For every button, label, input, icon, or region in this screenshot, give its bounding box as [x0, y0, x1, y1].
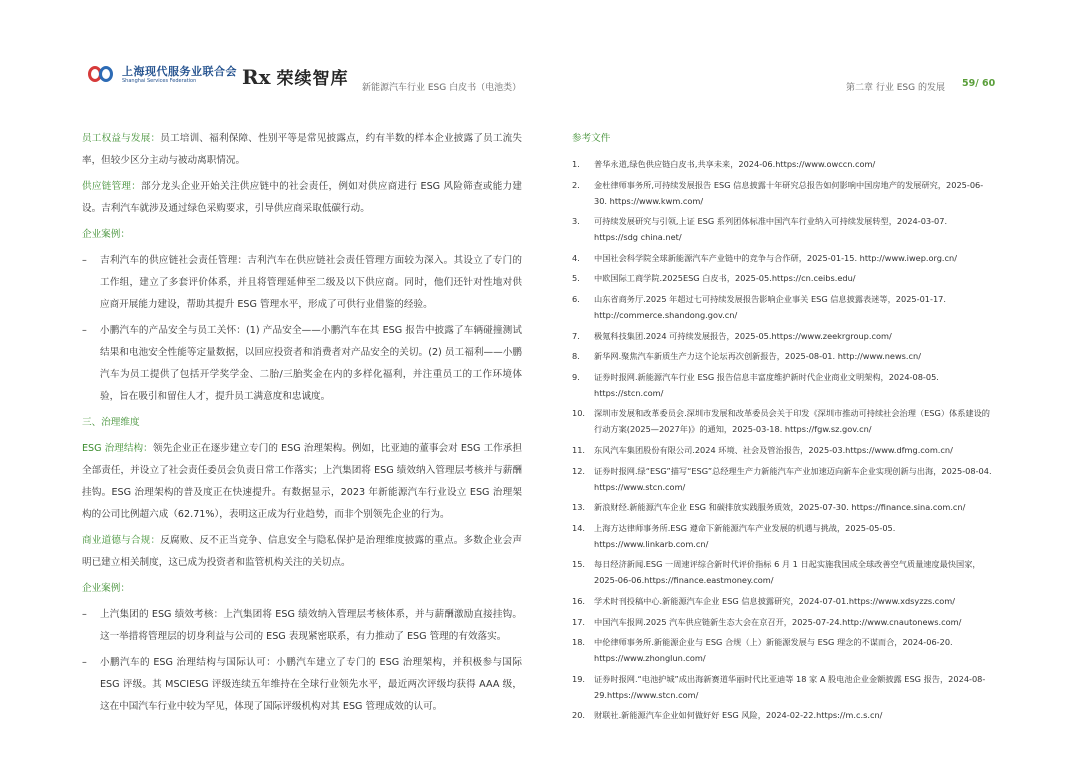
reference-item [572, 499, 992, 515]
reference-number: 2. [572, 179, 580, 190]
case-item-text: 上汽集团的 ESG 绩效考核：上汽集团将 ESG 绩效纳入管理层考核体系，并与薪酬激励直接挂钩。这一举措将管理层的切身利益与公司的 ESG 表现紧密联系，有力推动了 ESG 管理的有效落实。 [100, 609, 522, 642]
reference-text: 中伦律师事务所.新能源企业与 ESG 合规（上）新能源发展与 ESG 理念的不谋而合，2024-06-20. https://www.zhonglun.com/ [594, 637, 953, 664]
reference-text: 可持续发展研究与引领,上证 ESG 系列团体标准中国汽车行业纳入可持续发展转型，2024-03-07. https://sdg china.net/ [594, 216, 948, 243]
references-column [572, 128, 992, 728]
reference-item [572, 348, 992, 364]
reference-item [572, 250, 992, 266]
reference-text: 学术时刊投稿中心.新能源汽车企业 ESG 信息披露研究，2024-07-01.https://www.xdsyzzs.com/ [594, 595, 955, 606]
reference-item [572, 156, 992, 172]
reference-text: 中国社会科学院全球新能源汽车产业链中的竞争与合作研，2025-01-15. http://www.iwep.org.cn/ [594, 252, 957, 263]
reference-number: 16. [572, 595, 586, 606]
governance-label: ESG 治理结构： [82, 443, 153, 454]
case-item-text: 小鹏汽车的 ESG 治理结构与国际认可：小鹏汽车建立了专门的 ESG 治理架构，并积极参与国际 ESG 评级。其 MSCIESG 评级连续五年维持在全球行业领先水平，最近两次评级均获得 AAA 级，这在中国汽车行业中较为罕见，体现了国际评级机构对其 ESG 管理成效的认可。 [100, 657, 522, 712]
reference-number: 10. [572, 408, 586, 419]
ssf-name-en: Shanghai Services Federation [122, 77, 197, 84]
reference-item [572, 213, 992, 245]
reference-number: 20. [572, 710, 586, 721]
reference-number: 18. [572, 637, 586, 648]
employee-text: 员工培训、福利保障、性别平等是常见披露点，约有半数的样本企业披露了员工流失率，但较少区分主动与被动离职情况。 [82, 133, 523, 166]
reference-text: 金杜律师事务所,可持续发展报告 ESG 信息披露十年研究总报告如何影响中国房地产的发展研究，2025-06-30. https://www.kwm.com/ [594, 179, 984, 206]
reference-item [572, 177, 992, 209]
reference-text: 财联社.新能源汽车企业如何做好好 ESG 风险，2024-02-22.https://m.c.s.cn/ [594, 710, 883, 721]
page-number: 59/ 60 [962, 78, 996, 89]
reference-text: 深圳市发展和改革委员会.深圳市发展和改革委员会关于印发《深圳市推动可持续社会治理（ESG）体系建设的行动方案(2025—2027年)》的通知，2025-03-18. https://fgw.sz.gov.cn/ [594, 408, 990, 435]
ssf-logo [88, 64, 237, 86]
reference-text: 中欧国际工商学院.2025ESG 白皮书，2025-05.https://cn.ceibs.edu/ [594, 273, 856, 284]
reference-item [572, 463, 992, 495]
reference-number: 13. [572, 502, 586, 513]
reference-number: 15. [572, 559, 586, 570]
reference-item [572, 369, 992, 401]
ethics-label: 商业道德与合规： [82, 535, 161, 546]
reference-item [572, 291, 992, 323]
reference-text: 证券时报网.新能源汽车行业 ESG 报告信息丰富度维护新时代企业商业文明架构，2024-08-05. https://stcn.com/ [594, 371, 939, 398]
reference-number: 9. [572, 371, 580, 382]
reference-text: 普华永道,绿色供应链白皮书,共享未来，2024-06.https://www.owccn.com/ [594, 159, 876, 169]
reference-text: 新浪财经.新能源汽车企业 ESG 和碳排放实践服务质效，2025-07-30. https://finance.sina.com.cn/ [594, 502, 966, 513]
reference-number: 8. [572, 351, 580, 362]
reference-item [572, 614, 992, 630]
case-heading-2: 企业案例： [82, 583, 130, 594]
reference-item [572, 634, 992, 666]
reference-number: 5. [572, 273, 580, 284]
reference-text: 每日经济新闻.ESG 一周速评综合新时代评价指标 6 月 1 日起实施我国成全球改善空气质量速度最快国家，2025-06-06.https://finance.eastmoney.com/ [594, 559, 981, 586]
reference-number: 7. [572, 330, 580, 341]
reference-item [572, 520, 992, 552]
governance-text: 领先企业正在逐步建立专门的 ESG 治理架构。例如，比亚迪的董事会对 ESG 工作承担全部责任，并设立了社会责任委员会负责日常工作落实；上汽集团将 ESG 绩效纳入管理层考核并与薪酬挂钩。ESG 治理架构的普及度正在快速提升。有数据显示，2023 年新能源汽车行业设立 ESG 治理架构的公司比例超六成（62.71%），表明这正成为行业趋势，而非个别领先企业的行为。 [82, 443, 522, 520]
supply-chain-label: 供应链管理： [82, 181, 142, 192]
reference-item [572, 593, 992, 609]
case-item: – 吉利汽车的供应链社会责任管理：吉利汽车在供应链社会责任管理方面较为深入。其设立了专门的工作组，建立了多套评价体系，并且将管理延伸至二级及以下供应商。同时，他们还针对性地对供应商开展能力建设，帮助其提升 ESG 管理水平，形成了可供行业借鉴的经验。 [82, 250, 522, 316]
reference-number: 6. [572, 293, 580, 304]
references-title: 参考文件 [572, 133, 611, 144]
reference-number: 4. [572, 252, 580, 263]
reference-number: 19. [572, 673, 586, 684]
reference-item [572, 556, 992, 588]
chapter-title: 第二章 行业 ESG 的发展 [846, 83, 945, 93]
ssf-name-cn: 上海现代服务业联合会 [122, 64, 237, 78]
reference-number: 3. [572, 216, 580, 227]
case-item: – 小鹏汽车的 ESG 治理结构与国际认可：小鹏汽车建立了专门的 ESG 治理架构，并积极参与国际 ESG 评级。其 MSCIESG 评级连续五年维持在全球行业领先水平，最近两次评级均获得 AAA 级，这在中国汽车行业中较为罕见，体现了国际评级机构对其 ESG 管理成效的认可。 [82, 652, 522, 718]
reference-text: 证券时报网.绿“ESG”描写“ESG”总经理生产力新能汽车产业加速迈向新车企业实现创新与出海，2025-08-04. https://www.stcn.com/ [594, 465, 992, 492]
supply-chain-text: 部分龙头企业开始关注供应链中的社会责任，例如对供应商进行 ESG 风险筛查或能力建设。吉利汽车就涉及通过绿色采购要求，引导供应商采取低碳行动。 [82, 181, 523, 214]
reference-item [572, 270, 992, 286]
reference-text: 东风汽车集团股份有限公司.2024 环境、社会及管治报告，2025-03.https://www.dfmg.com.cn/ [594, 444, 953, 455]
reference-text: 山东省商务厅.2025 年超过七可持续发展报告影响企业事关 ESG 信息披露表迷等，2025-01-17. http://commerce.shandong.gov.cn/ [594, 293, 946, 320]
paragraph-supply-chain [82, 176, 522, 220]
paragraph-governance-structure [82, 438, 522, 526]
case-item-text: 吉利汽车的供应链社会责任管理：吉利汽车在供应链社会责任管理方面较为深入。其设立了专门的工作组，建立了多套评价体系，并且将管理延伸至二级及以下供应商。同时，他们还针对性地对供应商开展能力建设，帮助其提升 ESG 管理水平，形成了可供行业借鉴的经验。 [100, 255, 522, 310]
reference-item [572, 328, 992, 344]
reference-text: 证券时报网.“电池护城”成出海新赛道华丽时代比亚迪等 18 家 A 股电池企业金额披露 ESG 报告，2024-08-29.https://www.stcn.com/ [594, 673, 986, 700]
rx-logo-icon: Rx [242, 64, 271, 89]
ethics-text: 反腐败、反不正当竞争、信息安全与隐私保护是治理维度披露的重点。多数企业会声明已建立相关制度，这已成为投资者和监管机构关注的关切点。 [82, 535, 523, 568]
case-item: – 上汽集团的 ESG 绩效考核：上汽集团将 ESG 绩效纳入管理层考核体系，并与薪酬激励直接挂钩。这一举措将管理层的切身利益与公司的 ESG 表现紧密联系，有力推动了 ESG 管理的有效落实。 [82, 604, 522, 648]
reference-text: 中国汽车报网.2025 汽车供应链新生态大会在京召开，2025-07-24.http://www.cnautonews.com/ [594, 616, 962, 627]
page-header [0, 0, 1080, 115]
ssf-logo-icon [88, 64, 116, 86]
reference-text: 极氪科技集团.2024 可持续发展报告，2025-05.https://www.zeekrgroup.com/ [594, 330, 892, 341]
references-list [572, 156, 992, 723]
employee-label: 员工权益与发展： [82, 133, 161, 144]
case-heading-1: 企业案例： [82, 229, 130, 240]
reference-item [572, 671, 992, 703]
reference-item [572, 405, 992, 437]
case-item-text: 小鹏汽车的产品安全与员工关怀：(1) 产品安全——小鹏汽车在其 ESG 报告中披露了车辆碰撞测试结果和电池安全性能等定量数据，以回应投资者和消费者对产品安全的关切。(2) 员工福利——小鹏汽车为员工提供了包括开学奖学金、二胎/三胎奖金在内的多样化福利，并注重员工的工作环境体验，旨在吸引和留住人才，提升员工满意度和忠诚度。 [100, 325, 522, 402]
reference-text: 上海方达律师事务所.ESG 遵命下新能源汽车产业发展的机遇与挑战，2025-05-05. https://www.linkarb.com.cn/ [594, 522, 896, 549]
paragraph-employee [82, 128, 522, 172]
rx-logo [242, 64, 349, 89]
reference-text: 新华网.聚焦汽车新质生产力这个论坛再次创新报告，2025-08-01. http://www.news.cn/ [594, 351, 921, 362]
reference-item [572, 442, 992, 458]
reference-item [572, 707, 992, 723]
section-heading-governance: 三、治理维度 [82, 417, 140, 428]
paragraph-ethics [82, 530, 522, 574]
left-column [82, 128, 522, 722]
reference-number: 11. [572, 444, 586, 455]
document-title: 新能源汽车行业 ESG 白皮书（电池类） [362, 83, 522, 93]
reference-number: 17. [572, 616, 586, 627]
reference-number: 14. [572, 522, 586, 533]
reference-number: 1. [572, 159, 580, 169]
case-item: – 小鹏汽车的产品安全与员工关怀：(1) 产品安全——小鹏汽车在其 ESG 报告中披露了车辆碰撞测试结果和电池安全性能等定量数据，以回应投资者和消费者对产品安全的关切。(2) 员工福利——小鹏汽车为员工提供了包括开学奖学金、二胎/三胎奖金在内的多样化福利，并注重员工的工作环境体验，旨在吸引和留住人才，提升员工满意度和忠诚度。 [82, 320, 522, 408]
rx-name: 荣续智库 [276, 69, 349, 89]
reference-number: 12. [572, 465, 586, 476]
